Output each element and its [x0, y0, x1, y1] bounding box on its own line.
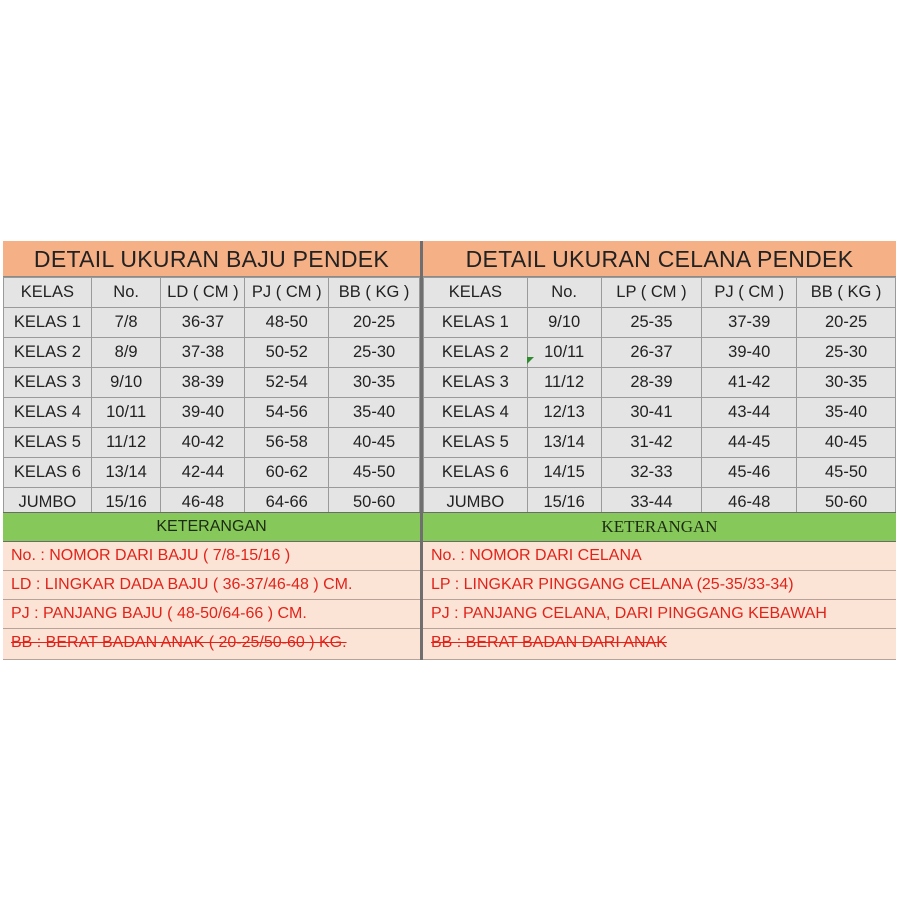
keterangan-heading: KETERANGAN [3, 512, 420, 542]
table-row [424, 458, 896, 488]
pants-size-table [423, 277, 896, 518]
table-cell: 30-41 [601, 398, 702, 428]
table-cell: 37-38 [161, 338, 245, 368]
table-row [424, 308, 896, 338]
table-cell: 28-39 [601, 368, 702, 398]
table-cell: 38-39 [161, 368, 245, 398]
table-cell: 39-40 [702, 338, 797, 368]
table-cell: KELAS 3 [4, 368, 92, 398]
table-cell: 39-40 [161, 398, 245, 428]
header-cell: LP ( CM ) [601, 278, 702, 308]
table-cell: 13/14 [91, 458, 161, 488]
header-cell: BB ( KG ) [797, 278, 896, 308]
header-cell: KELAS [424, 278, 528, 308]
shirt-size-table [3, 277, 420, 518]
table-cell: 46-48 [161, 488, 245, 518]
pants-size-title: DETAIL UKURAN CELANA PENDEK [423, 241, 896, 277]
table-cell: 31-42 [601, 428, 702, 458]
table-cell: 40-45 [329, 428, 420, 458]
table-cell: 9/10 [527, 308, 601, 338]
header-cell: PJ ( CM ) [245, 278, 329, 308]
table-cell: 35-40 [329, 398, 420, 428]
header-cell: No. [91, 278, 161, 308]
note-line: No. : NOMOR DARI BAJU ( 7/8-15/16 ) [3, 542, 420, 571]
table-cell: 7/8 [91, 308, 161, 338]
table-cell: 11/12 [527, 368, 601, 398]
table-cell: 8/9 [91, 338, 161, 368]
table-cell: 43-44 [702, 398, 797, 428]
table-cell: KELAS 1 [424, 308, 528, 338]
table-cell: 50-60 [797, 488, 896, 518]
table-cell: 56-58 [245, 428, 329, 458]
table-cell: 20-25 [797, 308, 896, 338]
table-row [424, 368, 896, 398]
table-cell: KELAS 2 [4, 338, 92, 368]
table-cell: KELAS 4 [424, 398, 528, 428]
table-cell: 64-66 [245, 488, 329, 518]
note-text: BB : BERAT BADAN ANAK ( 20-25/50-60 ) KG. [11, 634, 347, 651]
table-cell: 40-45 [797, 428, 896, 458]
table-cell: 30-35 [797, 368, 896, 398]
table-header-row [424, 278, 896, 308]
table-row [4, 458, 420, 488]
table-cell: KELAS 5 [424, 428, 528, 458]
table-cell: 37-39 [702, 308, 797, 338]
table-cell: 54-56 [245, 398, 329, 428]
note-text: BB : BERAT BADAN DARI ANAK [431, 634, 667, 651]
table-cell: JUMBO [4, 488, 92, 518]
note-line: No. : NOMOR DARI CELANA [423, 542, 896, 571]
table-cell: 26-37 [601, 338, 702, 368]
table-cell: KELAS 1 [4, 308, 92, 338]
table-cell: 46-48 [702, 488, 797, 518]
table-cell: KELAS 6 [424, 458, 528, 488]
shirt-size-title: DETAIL UKURAN BAJU PENDEK [3, 241, 420, 277]
table-row [424, 398, 896, 428]
table-cell: KELAS 4 [4, 398, 92, 428]
table-row [4, 398, 420, 428]
table-cell: 15/16 [91, 488, 161, 518]
table-cell: 10/11 [91, 398, 161, 428]
table-cell: 20-25 [329, 308, 420, 338]
table-cell: JUMBO [424, 488, 528, 518]
size-chart-sheet [3, 241, 896, 660]
header-cell: LD ( CM ) [161, 278, 245, 308]
table-cell: 44-45 [702, 428, 797, 458]
table-row [4, 338, 420, 368]
table-cell: 45-50 [329, 458, 420, 488]
table-cell: 14/15 [527, 458, 601, 488]
table-row [4, 368, 420, 398]
note-line: PJ : PANJANG BAJU ( 48-50/64-66 ) CM. [3, 600, 420, 629]
table-cell: 50-52 [245, 338, 329, 368]
table-cell: KELAS 6 [4, 458, 92, 488]
table-cell: 12/13 [527, 398, 601, 428]
note-line [423, 629, 896, 660]
table-row [424, 428, 896, 458]
table-cell: 15/16 [527, 488, 601, 518]
table-cell: 45-46 [702, 458, 797, 488]
table-cell: KELAS 5 [4, 428, 92, 458]
note-line: LD : LINGKAR DADA BAJU ( 36-37/46-48 ) CM. [3, 571, 420, 600]
table-cell: 50-60 [329, 488, 420, 518]
table-cell: 60-62 [245, 458, 329, 488]
table-cell: 35-40 [797, 398, 896, 428]
table-header-row [4, 278, 420, 308]
note-line: LP : LINGKAR PINGGANG CELANA (25-35/33-34) [423, 571, 896, 600]
table-cell: 10/11 [527, 338, 601, 368]
table-cell: 25-30 [797, 338, 896, 368]
table-row [4, 428, 420, 458]
note-line [3, 629, 420, 660]
pants-size-panel [423, 241, 896, 660]
table-cell: 30-35 [329, 368, 420, 398]
table-cell: 42-44 [161, 458, 245, 488]
table-cell: 25-35 [601, 308, 702, 338]
header-cell: No. [527, 278, 601, 308]
table-cell: 45-50 [797, 458, 896, 488]
header-cell: KELAS [4, 278, 92, 308]
table-row [424, 338, 896, 368]
table-cell: 33-44 [601, 488, 702, 518]
header-cell: PJ ( CM ) [702, 278, 797, 308]
table-cell: 40-42 [161, 428, 245, 458]
shirt-size-panel [3, 241, 420, 660]
table-cell: 48-50 [245, 308, 329, 338]
table-cell: 11/12 [91, 428, 161, 458]
table-cell: 9/10 [91, 368, 161, 398]
table-cell: 13/14 [527, 428, 601, 458]
header-cell: BB ( KG ) [329, 278, 420, 308]
table-cell: KELAS 3 [424, 368, 528, 398]
table-cell: 52-54 [245, 368, 329, 398]
note-line: PJ : PANJANG CELANA, DARI PINGGANG KEBAWAH [423, 600, 896, 629]
keterangan-heading: KETERANGAN [423, 512, 896, 542]
table-cell: 41-42 [702, 368, 797, 398]
table-cell: 36-37 [161, 308, 245, 338]
table-cell: 25-30 [329, 338, 420, 368]
cell-comment-marker [527, 357, 534, 364]
table-cell: KELAS 2 [424, 338, 528, 368]
table-row [4, 308, 420, 338]
table-cell: 32-33 [601, 458, 702, 488]
